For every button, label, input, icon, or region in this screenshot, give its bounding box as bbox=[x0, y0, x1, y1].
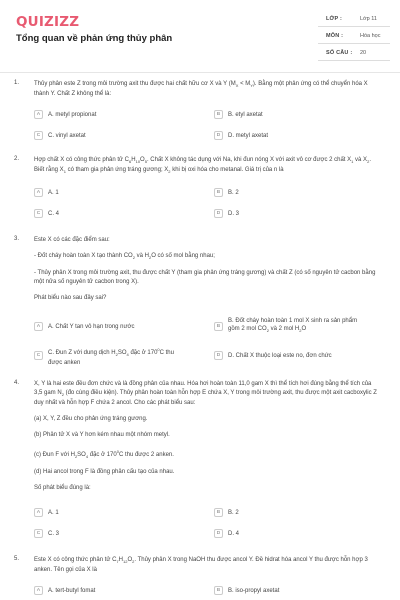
option-text: A. metyl propionat bbox=[48, 112, 97, 118]
option-text: C. 3 bbox=[48, 531, 60, 537]
question-text: Thủy phân este Z trong môi trường axit thu được hai chất hữu cơ X và Y $(M_X < M_Y)$. Bằng một phản ứng có thể chuyển hóa X thành Y. Chất Z không thể là: bbox=[34, 81, 368, 98]
option-letter-box: A bbox=[34, 586, 43, 595]
question-paragraph: - Đốt cháy hoàn toàn X tạo thành $CO_2$ và $H_2O$ có số mol bằng nhau; bbox=[34, 253, 215, 261]
question-paragraph: (a) X, Y, Z đều cho phản ứng tráng gương. bbox=[34, 416, 148, 423]
option-letter-box: C bbox=[34, 209, 43, 218]
question-text: Este X có công thức phân tử $C_7H_{12}O_2$. Thủy phân X trong NaOH thu được ancol Y. Đề hidrat hóa ancol Y thu được hỗn hợp 3 anken. Tên gọi của X là bbox=[34, 557, 368, 574]
option-text: B. 2 bbox=[228, 510, 239, 516]
question-text bbox=[34, 380, 380, 500]
option-text: D. 4 bbox=[228, 531, 240, 537]
question-paragraph: Số phát biểu đúng là: bbox=[34, 485, 91, 492]
option-text: A. 1 bbox=[48, 510, 59, 516]
meta-row-question-count bbox=[318, 44, 390, 61]
option-letter-box: A bbox=[34, 322, 43, 331]
option-text: D. Chất X thuộc loại este no, đơn chức bbox=[228, 353, 332, 359]
option-letter-box: D bbox=[214, 209, 223, 218]
option-text: B. 2 bbox=[228, 190, 239, 196]
option-text: D. 3 bbox=[228, 211, 240, 217]
option-letter-box: D bbox=[214, 131, 223, 140]
question-number: 5. bbox=[14, 556, 20, 562]
question-text: Hợp chất X có công thức phân tử $C_6H_{10}O_5$. Chất X không tác dụng với Na, khi đun nóng X với axit vô cơ được 2 chất $X_1$ và $X_2$. Biết rằng $X_1$ có tham gia phản ứng tráng gương; $X_2$ khi bị oxi hóa cho metanal. Giá trị của n là bbox=[34, 157, 371, 175]
quizizz-logo: QUIZIZZ bbox=[16, 14, 80, 30]
option-letter-box: D bbox=[214, 529, 223, 538]
option-letter-box: C bbox=[34, 131, 43, 140]
page-title: Tổng quan về phản ứng thủy phân bbox=[16, 33, 173, 44]
option-letter-box: A bbox=[34, 188, 43, 197]
meta-label: MÔN : bbox=[326, 33, 344, 39]
option-letter-box: B bbox=[214, 586, 223, 595]
meta-row-class bbox=[318, 10, 390, 27]
option-letter-box: C bbox=[34, 351, 43, 360]
option-letter-box: D bbox=[214, 351, 223, 360]
option-text: B. etyl axetat bbox=[228, 112, 263, 118]
option-text: A. tert-butyl fomat bbox=[48, 588, 96, 594]
question-number: 1. bbox=[14, 80, 20, 86]
worksheet-header bbox=[0, 0, 400, 70]
option-text: D. metyl axetat bbox=[228, 133, 269, 139]
option-letter-box: B bbox=[214, 110, 223, 119]
option-letter-box: B bbox=[214, 188, 223, 197]
option-text: A. 1 bbox=[48, 190, 59, 196]
option-text: B. Đốt cháy hoàn toàn 1 mol X sinh ra sản phẩm gồm 2 mol $CO_2$ và 2 mol $H_2O$ bbox=[228, 318, 358, 334]
question-number: 3. bbox=[14, 236, 20, 242]
option-letter-box: C bbox=[34, 529, 43, 538]
meta-value: 20 bbox=[360, 50, 367, 56]
question-paragraph: X, Y là hai este đều đơn chức và là đồng phân của nhau. Hóa hơi hoàn toàn 11,0 gam X thì thể tích hơi đúng bằng thể tích của 3,5 gam $N_2$ (đo cùng điều kiện). Thủy phân hoàn toàn hỗn hợp E chứa X, Y trong môi trường axit, thu được một axit cacboxylic Z duy nhất và hỗn hợp F chứa 2 ancol. Cho các phát biểu sau: bbox=[34, 381, 377, 407]
header-divider bbox=[0, 72, 400, 73]
option-text: C. vinyl axetat bbox=[48, 133, 86, 139]
option-letter-box: A bbox=[34, 110, 43, 119]
question-paragraph: (d) Hai ancol trong F là đồng phân cấu tạo của nhau. bbox=[34, 469, 175, 476]
question-paragraph: (c) Đun F với $H_2SO_4$ đặc ở $170^0C$ thu được 2 anken. bbox=[34, 449, 174, 460]
option-text: B. iso-propyl axetat bbox=[228, 588, 280, 594]
question-paragraph: Este X có các đặc điểm sau: bbox=[34, 237, 110, 243]
meta-label: SỐ CÂU : bbox=[326, 50, 353, 56]
question-paragraph: Phát biểu nào sau đây sai? bbox=[34, 295, 107, 302]
option-text: C. Đun Z với dung dịch $H_2SO_4$ đặc ở $170^0C$ thu được anken bbox=[48, 347, 174, 367]
question-paragraph: (b) Phân tử X và Y hơn kém nhau một nhóm metyl. bbox=[34, 432, 170, 439]
option-letter-box: A bbox=[34, 508, 43, 517]
option-letter-box: B bbox=[214, 508, 223, 517]
meta-row-subject bbox=[318, 27, 390, 44]
meta-value: Hóa học bbox=[360, 33, 381, 39]
option-text: C. 4 bbox=[48, 211, 60, 217]
option-letter-box: B bbox=[214, 322, 223, 331]
question-number: 2. bbox=[14, 156, 20, 162]
option-text: A. Chất Y tan vô hạn trong nước bbox=[48, 324, 135, 330]
question-text bbox=[34, 236, 380, 310]
question-paragraph: - Thủy phân X trong môi trường axit, thu được chất Y (tham gia phản ứng tráng gương) và chất Z (có số nguyên tử cacbon bằng một nửa số nguyên tử cacbon trong X). bbox=[34, 270, 376, 286]
meta-value: Lớp 11 bbox=[360, 16, 377, 22]
question-number: 4. bbox=[14, 380, 20, 386]
meta-label: LỚP : bbox=[326, 16, 342, 22]
